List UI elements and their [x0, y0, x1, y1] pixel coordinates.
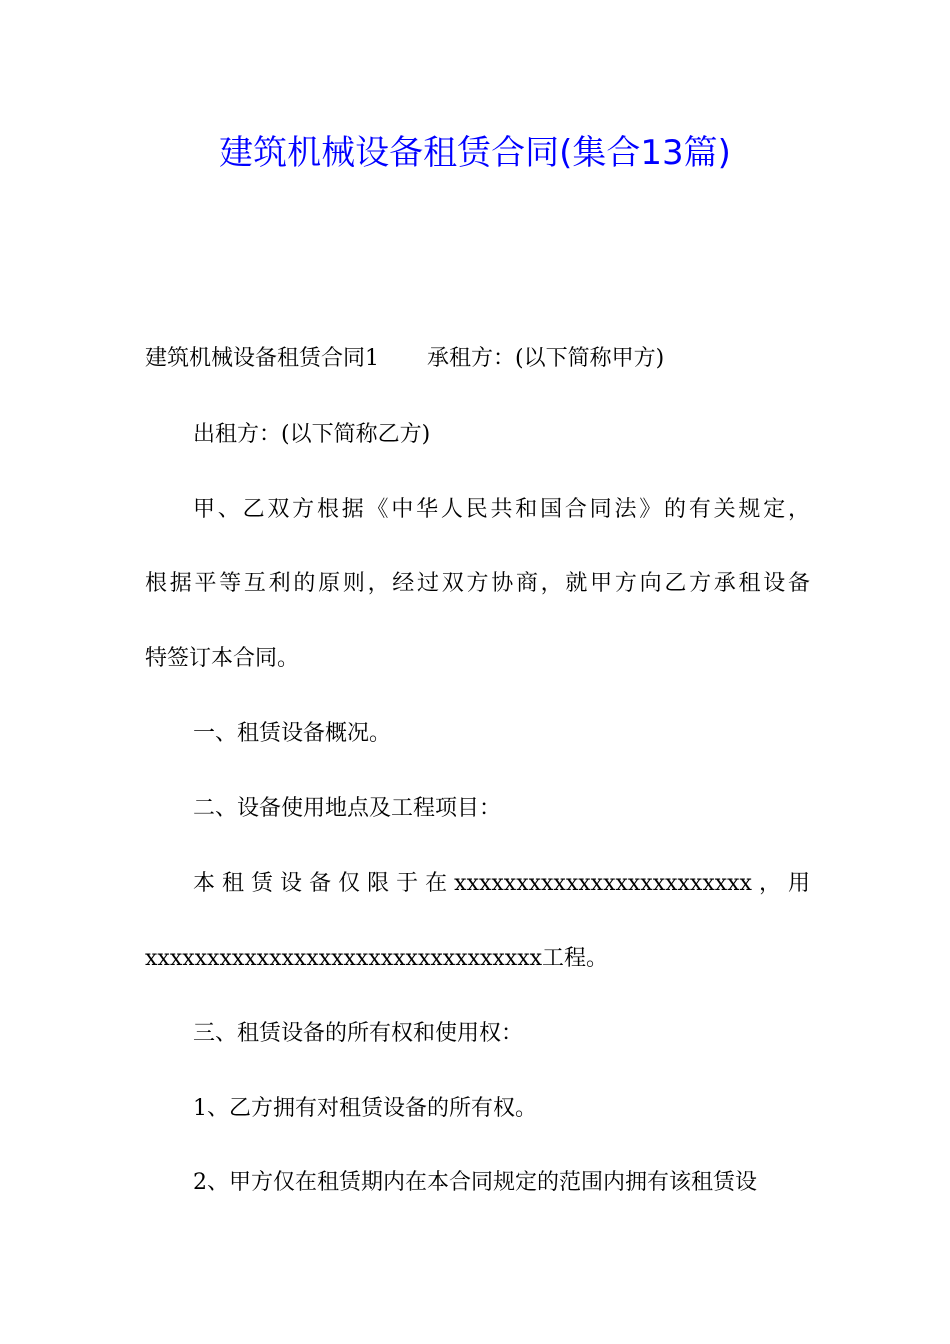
lessee-label: 承租方：(以下简称甲方)	[427, 346, 665, 371]
paragraph-line-5: 特签订本合同。	[145, 646, 300, 671]
section-heading-1: 一、租赁设备概况。	[193, 721, 392, 746]
paragraph-line-4: 根据平等互利的原则，经过双方协商，就甲方向乙方承租设备	[145, 571, 810, 596]
paragraph-line-3: 甲、乙双方根据《中华人民共和国合同法》的有关规定，	[193, 497, 810, 522]
paragraph-line-8: 本租赁设备仅限于在xxxxxxxxxxxxxxxxxxxxxxxx，用	[193, 871, 810, 896]
clause-1: 1、乙方拥有对租赁设备的所有权。	[193, 1096, 537, 1121]
paragraph-line-1	[145, 344, 810, 374]
section-heading-2: 二、设备使用地点及工程项目：	[193, 796, 502, 821]
lessor-label: 出租方：(以下简称乙方)	[193, 422, 431, 447]
paragraph-line-9: xxxxxxxxxxxxxxxxxxxxxxxxxxxxxxxx工程。	[145, 946, 609, 971]
document-title: 建筑机械设备租赁合同(集合13篇)	[219, 133, 731, 173]
contract-heading-1: 建筑机械设备租赁合同1	[145, 346, 379, 371]
clause-2: 2、甲方仅在租赁期内在本合同规定的范围内拥有该租赁设	[193, 1170, 757, 1195]
section-heading-3: 三、租赁设备的所有权和使用权：	[193, 1021, 524, 1046]
